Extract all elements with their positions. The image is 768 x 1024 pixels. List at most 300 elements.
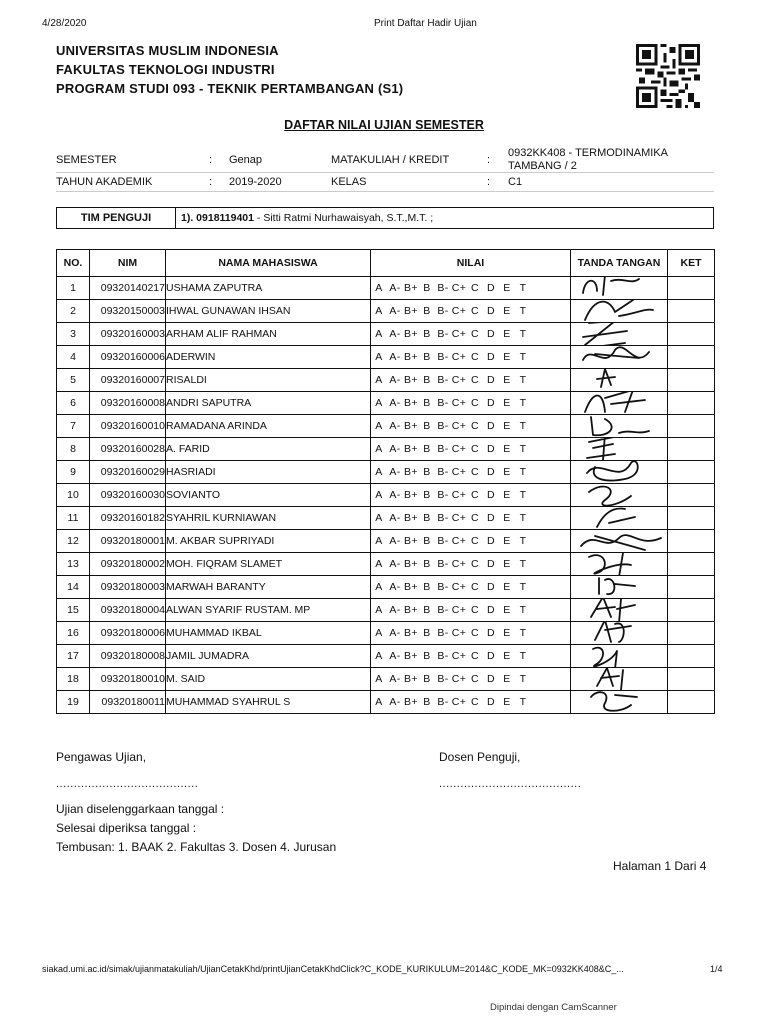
grade-option: C+ <box>451 650 467 662</box>
grade-option: B- <box>437 328 449 340</box>
grade-table <box>56 249 715 714</box>
grade-option: T <box>519 420 527 432</box>
row-nama: M. AKBAR SUPRIYADI <box>166 530 371 553</box>
grade-option: B <box>423 282 431 294</box>
grade-option: C+ <box>451 374 467 386</box>
row-no: 7 <box>57 415 90 438</box>
table-row <box>57 484 715 507</box>
matakuliah-colon: : <box>487 154 491 166</box>
grade-option: T <box>519 558 527 570</box>
grade-option: D <box>487 512 495 524</box>
row-no: 3 <box>57 323 90 346</box>
grade-option: T <box>519 305 527 317</box>
row-nilai-options <box>371 323 571 346</box>
grade-option: C <box>471 581 479 593</box>
grade-option: B- <box>437 673 449 685</box>
grade-option: D <box>487 696 495 708</box>
checked-date-line: Selesai diperiksa tanggal : <box>56 821 197 835</box>
grade-option: C+ <box>451 282 467 294</box>
row-nilai-options <box>371 300 571 323</box>
table-row <box>57 392 715 415</box>
grade-option: B+ <box>404 305 418 317</box>
row-nama: RISALDI <box>166 369 371 392</box>
grade-option: E <box>503 489 511 501</box>
row-nama: ANDRI SAPUTRA <box>166 392 371 415</box>
signature-scribble <box>575 438 665 461</box>
table-row <box>57 599 715 622</box>
row-no: 2 <box>57 300 90 323</box>
row-nim: 09320160008 <box>90 392 166 415</box>
row-nama: ALWAN SYARIF RUSTAM. MP <box>166 599 371 622</box>
grade-option: C+ <box>451 604 467 616</box>
table-row <box>57 300 715 323</box>
table-row <box>57 645 715 668</box>
row-no: 17 <box>57 645 90 668</box>
grade-option: A- <box>389 397 401 409</box>
grade-option: B+ <box>404 420 418 432</box>
grade-option: B- <box>437 282 449 294</box>
semester-value: Genap <box>229 154 263 166</box>
grade-option: A- <box>389 305 401 317</box>
grade-option: A <box>375 305 383 317</box>
row-signature <box>571 507 668 530</box>
signature-scribble <box>575 277 665 300</box>
grade-option: B <box>423 466 431 478</box>
grade-option: B+ <box>404 696 418 708</box>
grade-option: E <box>503 466 511 478</box>
signature-scribble <box>575 369 665 392</box>
row-signature <box>571 415 668 438</box>
row-nama: HASRIADI <box>166 461 371 484</box>
grade-option: B+ <box>404 581 418 593</box>
signature-stroke <box>593 648 617 668</box>
row-no: 9 <box>57 461 90 484</box>
row-nilai-options <box>371 622 571 645</box>
grade-option: C+ <box>451 420 467 432</box>
grade-option: E <box>503 328 511 340</box>
row-nama: M. SAID <box>166 668 371 691</box>
row-ket <box>668 668 715 691</box>
grade-option: B- <box>437 420 449 432</box>
grade-option: A <box>375 397 383 409</box>
grade-option: A- <box>389 627 401 639</box>
row-no: 8 <box>57 438 90 461</box>
row-no: 13 <box>57 553 90 576</box>
grade-option: D <box>487 397 495 409</box>
grade-option: T <box>519 489 527 501</box>
tahun-label: TAHUN AKADEMIK <box>56 176 153 188</box>
grade-option: D <box>487 351 495 363</box>
exam-date-line: Ujian diselenggarkaan tanggal : <box>56 802 225 816</box>
grade-option: B- <box>437 604 449 616</box>
grade-option: C <box>471 466 479 478</box>
grade-option: D <box>487 282 495 294</box>
grade-option: B+ <box>404 397 418 409</box>
grade-option: C+ <box>451 328 467 340</box>
grade-option: A <box>375 374 383 386</box>
grade-option: D <box>487 443 495 455</box>
dosen-signature-line: ........................................ <box>439 778 582 790</box>
grade-option: B+ <box>404 443 418 455</box>
grade-option: A- <box>389 650 401 662</box>
signature-scribble <box>575 599 665 622</box>
header-nim: NIM <box>90 250 166 277</box>
grade-option: B <box>423 627 431 639</box>
grade-option: B- <box>437 351 449 363</box>
grade-option: B- <box>437 489 449 501</box>
grade-option: A <box>375 443 383 455</box>
grade-option: C <box>471 443 479 455</box>
signature-stroke <box>597 668 623 690</box>
row-nama: SOVIANTO <box>166 484 371 507</box>
grade-option: T <box>519 282 527 294</box>
grade-option: B <box>423 535 431 547</box>
table-row <box>57 369 715 392</box>
grade-option: E <box>503 673 511 685</box>
grade-option: A- <box>389 328 401 340</box>
grade-option: B- <box>437 397 449 409</box>
row-signature <box>571 668 668 691</box>
grade-option: C <box>471 420 479 432</box>
grade-option: C <box>471 397 479 409</box>
grade-option: A- <box>389 374 401 386</box>
grade-option: A <box>375 282 383 294</box>
row-nilai-options <box>371 599 571 622</box>
kelas-label: KELAS <box>331 176 367 188</box>
row-signature <box>571 438 668 461</box>
grade-option: E <box>503 397 511 409</box>
row-nilai-options <box>371 553 571 576</box>
dosen-label: Dosen Penguji, <box>439 750 521 764</box>
row-nilai-options <box>371 392 571 415</box>
grade-option: E <box>503 696 511 708</box>
tim-penguji-value <box>181 208 433 228</box>
grade-option: C+ <box>451 351 467 363</box>
scanner-watermark: Dipindai dengan CamScanner <box>490 1002 617 1013</box>
row-no: 14 <box>57 576 90 599</box>
row-nim: 09320180008 <box>90 645 166 668</box>
grade-option: B- <box>437 558 449 570</box>
row-nim: 09320150003 <box>90 300 166 323</box>
table-row <box>57 507 715 530</box>
grade-option: D <box>487 558 495 570</box>
grade-option: B <box>423 305 431 317</box>
print-page-number: 1/4 <box>710 964 723 974</box>
table-row <box>57 576 715 599</box>
signature-scribble <box>575 553 665 576</box>
grade-option: B+ <box>404 328 418 340</box>
grade-option: B+ <box>404 466 418 478</box>
grade-option: E <box>503 443 511 455</box>
grade-option: A <box>375 512 383 524</box>
grade-option: A- <box>389 581 401 593</box>
signature-scribble <box>575 530 665 553</box>
grade-option: T <box>519 351 527 363</box>
grade-option: E <box>503 305 511 317</box>
grade-option: D <box>487 650 495 662</box>
grade-option: C+ <box>451 489 467 501</box>
row-no: 5 <box>57 369 90 392</box>
signature-scribble <box>575 461 665 484</box>
row-nama: JAMIL JUMADRA <box>166 645 371 668</box>
table-row <box>57 530 715 553</box>
grade-option: B+ <box>404 535 418 547</box>
signature-stroke <box>583 323 627 346</box>
table-header-row <box>57 250 715 277</box>
row-signature <box>571 553 668 576</box>
table-row <box>57 691 715 714</box>
row-ket <box>668 576 715 599</box>
grade-option: A <box>375 673 383 685</box>
grade-option: A <box>375 696 383 708</box>
grade-option: D <box>487 374 495 386</box>
grade-option: E <box>503 351 511 363</box>
university-name: UNIVERSITAS MUSLIM INDONESIA <box>56 43 279 58</box>
signature-scribble <box>575 507 665 530</box>
grade-option: C+ <box>451 535 467 547</box>
document-title: DAFTAR NILAI UJIAN SEMESTER <box>284 118 484 132</box>
tim-penguji-label: TIM PENGUJI <box>57 208 176 228</box>
grade-option: B <box>423 650 431 662</box>
row-nama: A. FARID <box>166 438 371 461</box>
header-tanda-tangan: TANDA TANGAN <box>571 250 668 277</box>
signature-stroke <box>591 599 635 622</box>
grade-option: A- <box>389 443 401 455</box>
grade-option: A- <box>389 604 401 616</box>
row-nilai-options <box>371 507 571 530</box>
kelas-value: C1 <box>508 176 523 188</box>
row-nim: 09320180010 <box>90 668 166 691</box>
row-ket <box>668 392 715 415</box>
signature-stroke <box>583 277 639 296</box>
row-nilai-options <box>371 369 571 392</box>
grade-option: B <box>423 420 431 432</box>
row-nim: 09320180003 <box>90 576 166 599</box>
header-nilai: NILAI <box>371 250 571 277</box>
row-no: 6 <box>57 392 90 415</box>
grade-option: C+ <box>451 443 467 455</box>
grade-option: A- <box>389 466 401 478</box>
table-row <box>57 415 715 438</box>
signature-stroke <box>589 487 631 506</box>
header-no: NO. <box>57 250 90 277</box>
row-no: 18 <box>57 668 90 691</box>
row-nim: 09320160010 <box>90 415 166 438</box>
grade-option: C <box>471 673 479 685</box>
row-signature <box>571 484 668 507</box>
grade-option: B <box>423 581 431 593</box>
grade-option: B- <box>437 443 449 455</box>
row-nama: MOH. FIQRAM SLAMET <box>166 553 371 576</box>
row-nama: MUHAMMAD IKBAL <box>166 622 371 645</box>
grade-option: C+ <box>451 466 467 478</box>
grade-option: B <box>423 673 431 685</box>
signature-stroke <box>587 461 638 480</box>
grade-option: E <box>503 512 511 524</box>
grade-option: C <box>471 558 479 570</box>
row-nilai-options <box>371 277 571 300</box>
grade-option: A <box>375 558 383 570</box>
row-nilai-options <box>371 668 571 691</box>
signature-scribble <box>575 668 665 691</box>
signature-stroke <box>599 578 635 594</box>
grade-option: B- <box>437 696 449 708</box>
faculty-name: FAKULTAS TEKNOLOGI INDUSTRI <box>56 62 275 77</box>
grade-option: B <box>423 374 431 386</box>
grade-option: B+ <box>404 558 418 570</box>
signature-stroke <box>585 300 653 320</box>
signature-scribble <box>575 415 665 438</box>
matakuliah-value-line1: 0932KK408 - TERMODINAMIKA <box>508 147 668 159</box>
grade-option: B- <box>437 627 449 639</box>
grade-option: A- <box>389 512 401 524</box>
row-ket <box>668 484 715 507</box>
grade-option: B- <box>437 466 449 478</box>
table-row <box>57 553 715 576</box>
row-nama: ADERWIN <box>166 346 371 369</box>
grade-option: A- <box>389 673 401 685</box>
row-signature <box>571 576 668 599</box>
row-ket <box>668 507 715 530</box>
tim-penguji-box <box>56 207 714 229</box>
row-no: 19 <box>57 691 90 714</box>
row-nilai-options <box>371 576 571 599</box>
row-no: 4 <box>57 346 90 369</box>
grade-option: B- <box>437 305 449 317</box>
row-signature <box>571 369 668 392</box>
signature-scribble <box>575 346 665 369</box>
row-ket <box>668 691 715 714</box>
row-nilai-options <box>371 415 571 438</box>
grade-option: A- <box>389 420 401 432</box>
grade-option: A <box>375 627 383 639</box>
grade-option: C <box>471 489 479 501</box>
grade-option: B+ <box>404 282 418 294</box>
grade-option: D <box>487 535 495 547</box>
pengawas-signature-line: ........................................ <box>56 778 199 790</box>
row-nim: 09320180002 <box>90 553 166 576</box>
print-date: 4/28/2020 <box>42 18 87 29</box>
grade-option: B+ <box>404 351 418 363</box>
grade-option: B- <box>437 650 449 662</box>
grade-option: E <box>503 535 511 547</box>
grade-option: T <box>519 673 527 685</box>
row-nama: SYAHRIL KURNIAWAN <box>166 507 371 530</box>
row-ket <box>668 346 715 369</box>
grade-option: D <box>487 604 495 616</box>
grade-option: T <box>519 512 527 524</box>
grade-option: T <box>519 627 527 639</box>
row-no: 11 <box>57 507 90 530</box>
grade-option: D <box>487 627 495 639</box>
row-nim: 09320140217 <box>90 277 166 300</box>
row-nim: 09320160028 <box>90 438 166 461</box>
row-nama: USHAMA ZAPUTRA <box>166 277 371 300</box>
grade-option: C <box>471 374 479 386</box>
grade-option: A <box>375 604 383 616</box>
page-indicator: Halaman 1 Dari 4 <box>613 859 707 873</box>
grade-option: E <box>503 420 511 432</box>
grade-option: B- <box>437 581 449 593</box>
row-nama: IHWAL GUNAWAN IHSAN <box>166 300 371 323</box>
grade-option: C+ <box>451 512 467 524</box>
signature-stroke <box>597 369 615 387</box>
row-no: 15 <box>57 599 90 622</box>
row-ket <box>668 277 715 300</box>
grade-option: C <box>471 627 479 639</box>
grade-option: C+ <box>451 696 467 708</box>
row-nilai-options <box>371 461 571 484</box>
grade-option: C+ <box>451 397 467 409</box>
header-ket: KET <box>668 250 715 277</box>
signature-stroke <box>585 392 645 413</box>
grade-option: B <box>423 351 431 363</box>
signature-scribble <box>575 392 665 415</box>
grade-option: D <box>487 305 495 317</box>
grade-option: E <box>503 558 511 570</box>
semester-label: SEMESTER <box>56 154 117 166</box>
grade-option: A <box>375 420 383 432</box>
row-ket <box>668 438 715 461</box>
grade-option: A- <box>389 351 401 363</box>
row-signature <box>571 392 668 415</box>
grade-option: C+ <box>451 581 467 593</box>
grade-option: A <box>375 328 383 340</box>
grade-option: B- <box>437 535 449 547</box>
grade-option: C+ <box>451 305 467 317</box>
grade-option: D <box>487 581 495 593</box>
grade-option: B <box>423 397 431 409</box>
signature-stroke <box>583 347 649 360</box>
tembusan-line: Tembusan: 1. BAAK 2. Fakultas 3. Dosen 4. Jurusan <box>56 840 337 854</box>
grade-option: B- <box>437 512 449 524</box>
row-no: 12 <box>57 530 90 553</box>
row-nim: 09320160003 <box>90 323 166 346</box>
grade-option: T <box>519 535 527 547</box>
row-nim: 09320160182 <box>90 507 166 530</box>
row-ket <box>668 323 715 346</box>
header-nama: NAMA MAHASISWA <box>166 250 371 277</box>
signature-scribble <box>575 622 665 645</box>
grade-option: A- <box>389 489 401 501</box>
row-signature <box>571 346 668 369</box>
signature-scribble <box>575 645 665 668</box>
grade-option: B <box>423 443 431 455</box>
row-ket <box>668 530 715 553</box>
grade-option: C <box>471 604 479 616</box>
signature-stroke <box>597 509 635 527</box>
row-signature <box>571 645 668 668</box>
grade-option: C <box>471 650 479 662</box>
grade-option: A <box>375 650 383 662</box>
table-body <box>57 277 715 714</box>
tim-penguji-id: 1). 0918119401 <box>181 212 254 224</box>
grade-option: T <box>519 397 527 409</box>
row-signature <box>571 323 668 346</box>
grade-option: D <box>487 328 495 340</box>
row-signature <box>571 691 668 714</box>
row-nilai-options <box>371 346 571 369</box>
tahun-colon: : <box>209 176 213 188</box>
grade-option: C+ <box>451 627 467 639</box>
grade-option: T <box>519 328 527 340</box>
signature-scribble <box>575 323 665 346</box>
grade-option: B <box>423 604 431 616</box>
row-nilai-options <box>371 645 571 668</box>
grade-option: B+ <box>404 650 418 662</box>
grade-option: E <box>503 604 511 616</box>
row-ket <box>668 461 715 484</box>
